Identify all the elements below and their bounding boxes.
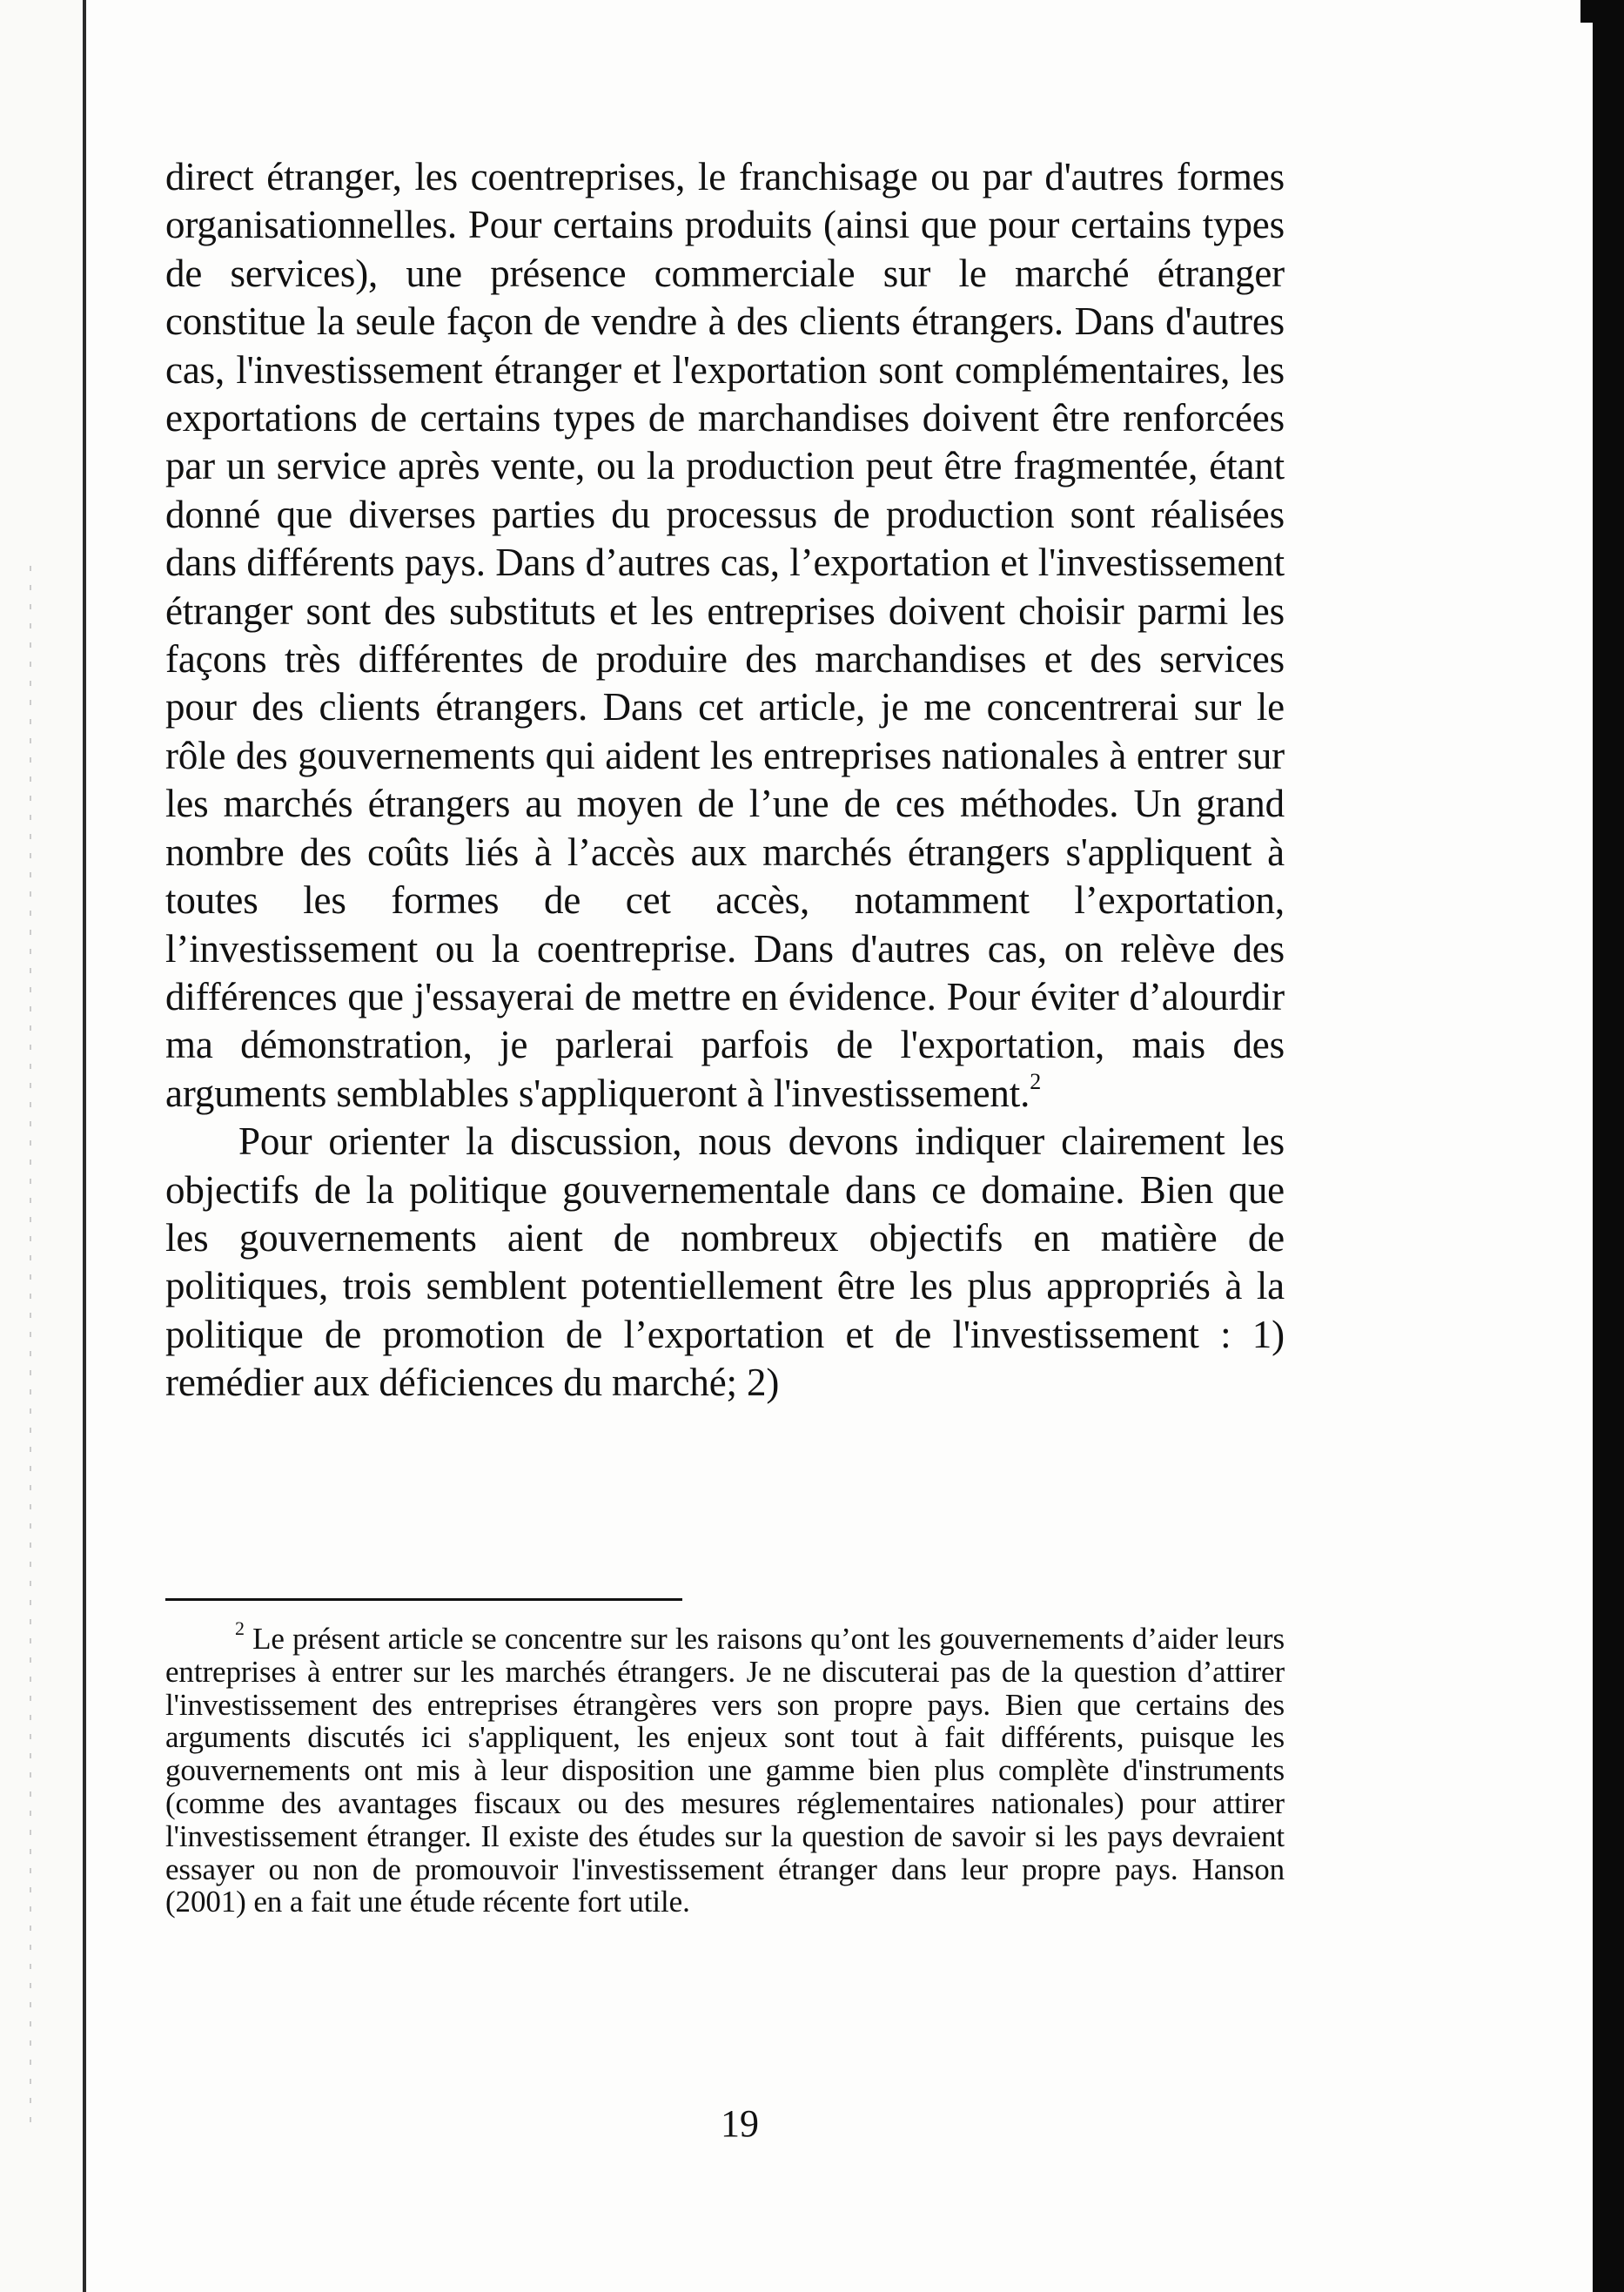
scan-left-margin	[0, 0, 87, 2292]
page-number: 19	[721, 2102, 759, 2145]
scan-artifact-dots	[30, 566, 31, 2133]
footnote-text: Le présent article se concentre sur les raisons qu’ont les gouvernements d’aider leurs entreprises à entrer sur les marchés étrangers. Je ne discuterai pas de la question d’attirer l'investissement des entreprises étrangères vers son propre pays. Bien que certains des arguments discutés ici s'appliquent, les enjeux sont tout à fait différents, puisque les gouvernements ont mis à leur disposition une gamme bien plus complète d'instruments (comme des avantages fiscaux ou des mesures réglementaires nationales) pour attirer l'investissement étranger. Il existe des études sur la question de savoir si les pays devraient essayer ou non de promouvoir l'investissement étranger dans leur propre pays. Hanson (2001) en a fait une étude récente fort utile.	[165, 1622, 1285, 1919]
paragraph-1-text: direct étranger, les coentreprises, le franchisage ou par d'autres formes organisationnelles. Pour certains produits (ainsi que pour certains types de services), une présence commerciale sur le marché étranger constitue la seule façon de vendre à des clients étrangers. Dans d'autres cas, l'investissement étranger et l'exportation sont complémentaires, les exportations de certains types de marchandises doivent être renforcées par un service après vente, ou la production peut être fragmentée, étant donné que diverses parties du processus de production sont réalisées dans différents pays. Dans d’autres cas, l’exportation et l'investissement étranger sont des substituts et les entreprises doivent choisir parmi les façons très différentes de produire des marchandises et des services pour des clients étrangers. Dans cet article, je me concentrerai sur le rôle des gouvernements qui aident les entreprises nationales à entrer sur les marchés étrangers au moyen de l’une de ces méthodes. Un grand nombre des coûts liés à l’accès aux marchés étrangers s'appliquent à toutes les formes de cet accès, notamment l’exportation, l’investissement ou la coentreprise. Dans d'autres cas, on relève des différences que j'essayerai de mettre en évidence. Pour éviter d’alourdir ma démonstration, je parlerai parfois de l'exportation, mais des arguments semblables s'appliqueront à l'investissement.	[165, 155, 1285, 1115]
paragraph-2: Pour orienter la discussion, nous devons indiquer clairement les objectifs de la politique gouvernementale dans ce domaine. Bien que les gouvernements aient de nombreux objectifs en matière de politiques, trois semblent potentiellement être les plus appropriés à la politique de promotion de l’exportation et de l'investissement : 1) remédier aux déficiences du marché; 2)	[165, 1119, 1285, 1405]
footnote-number: 2	[235, 1617, 245, 1640]
scan-shadow-notch	[1580, 0, 1593, 23]
binding-edge-line	[83, 0, 86, 2292]
scan-right-shadow	[1593, 0, 1624, 2292]
footnote-paragraph	[165, 1617, 1285, 1919]
main-text	[165, 153, 1285, 1408]
paragraph-1	[165, 153, 1285, 1118]
footnote	[165, 1617, 1285, 1919]
footnote-separator	[165, 1598, 682, 1601]
footnote-reference: 2	[1030, 1068, 1042, 1094]
